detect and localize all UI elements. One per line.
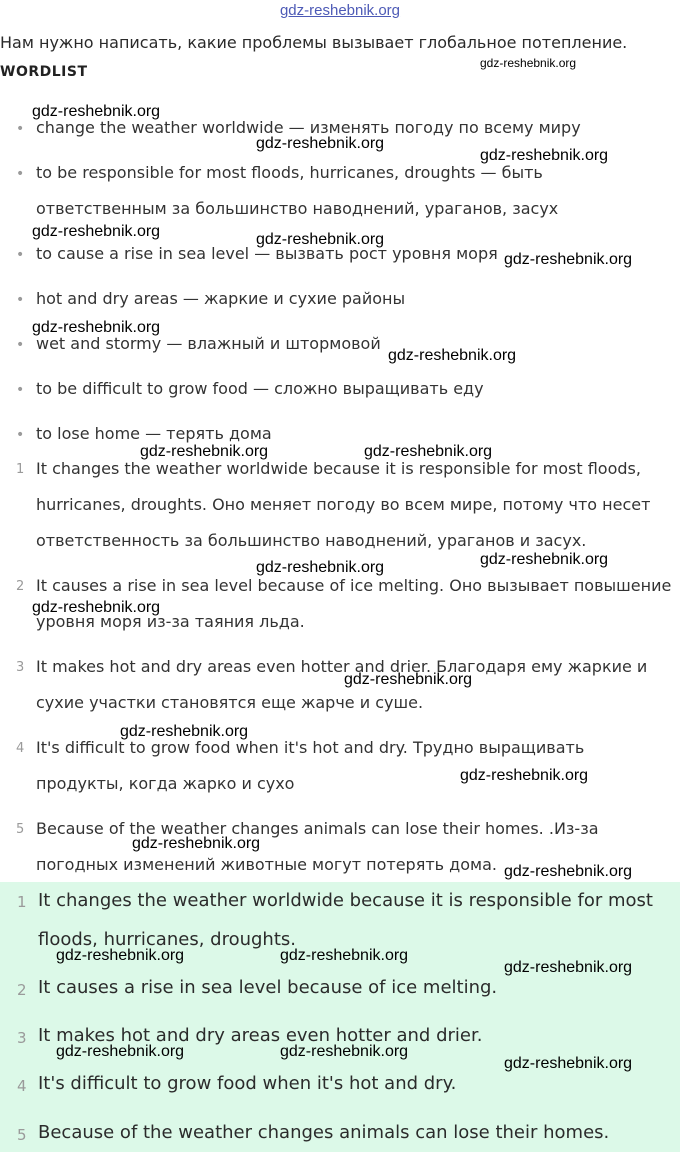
watermark: gdz-reshebnik.org xyxy=(132,835,261,852)
watermark: gdz-reshebnik.org xyxy=(280,1043,409,1060)
answer-line: It causes a rise in sea level because of ice melting. Оно вызывает повышение xyxy=(36,576,672,595)
wordlist-line: wet and stormy — влажный и штормовой xyxy=(36,334,381,353)
answer-line: продукты, когда жарко и сухо xyxy=(36,774,295,793)
answer-number: 1 xyxy=(17,893,27,911)
watermark: gdz-reshebnik.org xyxy=(504,1055,633,1072)
answer-line: It's difficult to grow food when it's hot and dry. Трудно выращивать xyxy=(36,738,585,757)
watermark: gdz-reshebnik.org xyxy=(256,231,385,248)
watermark: gdz-reshebnik.org xyxy=(120,723,249,740)
watermark: gdz-reshebnik.org xyxy=(504,959,633,976)
answer-line: It causes a rise in sea level because of ice melting. xyxy=(38,977,498,998)
answer-number: 2 xyxy=(17,981,27,999)
watermark: gdz-reshebnik.org xyxy=(56,1043,185,1060)
watermark: gdz-reshebnik.org xyxy=(364,443,493,460)
bullet-icon: • xyxy=(16,166,25,182)
watermark: gdz-reshebnik.org xyxy=(504,251,633,268)
answer-line: Because of the weather changes animals can lose their homes. xyxy=(38,1122,610,1143)
watermark: gdz-reshebnik.org xyxy=(280,947,409,964)
answer-number: 4 xyxy=(16,741,25,756)
answer-line: Because of the weather changes animals can lose their homes. .Из-за xyxy=(36,819,599,838)
wordlist-line: change the weather worldwide — изменять погоду по всему миру xyxy=(36,118,581,137)
answer-number: 2 xyxy=(16,579,25,594)
answer-line: It changes the weather worldwide because it is responsible for most xyxy=(38,890,653,911)
watermark: gdz-reshebnik.org xyxy=(56,947,185,964)
answer-line: floods, hurricanes, droughts. xyxy=(38,929,296,950)
watermark: gdz-reshebnik.org xyxy=(32,103,161,120)
answers-box xyxy=(0,882,680,1152)
bullet-icon: • xyxy=(16,121,25,137)
answer-number: 5 xyxy=(16,822,25,837)
wordlist-line: ответственным за большинство наводнений, ураганов, засух xyxy=(36,199,559,218)
answer-line: It makes hot and dry areas even hotter and drier. xyxy=(38,1025,483,1046)
wordlist-line: to be difficult to grow food — сложно выращивать еду xyxy=(36,379,484,398)
answer-number: 5 xyxy=(17,1126,27,1144)
watermark: gdz-reshebnik.org xyxy=(256,559,385,576)
bullet-icon: • xyxy=(16,427,25,443)
bullet-icon: • xyxy=(16,292,25,308)
wordlist-line: to lose home — терять дома xyxy=(36,424,272,443)
watermark: gdz-reshebnik.org xyxy=(480,56,577,70)
watermark: gdz-reshebnik.org xyxy=(32,223,161,240)
watermark: gdz-reshebnik.org xyxy=(480,551,609,568)
watermark: gdz-reshebnik.org xyxy=(460,767,589,784)
answer-line: It changes the weather worldwide because it is responsible for most floods, xyxy=(36,459,641,478)
wordlist-line: to be responsible for most floods, hurricanes, droughts — быть xyxy=(36,163,543,182)
answer-line: погодных изменений животные могут потерять дома. xyxy=(36,855,497,874)
bullet-icon: • xyxy=(16,382,25,398)
watermark: gdz-reshebnik.org xyxy=(32,319,161,336)
watermark: gdz-reshebnik.org xyxy=(32,599,161,616)
intro-text: Нам нужно написать, какие проблемы вызывает глобальное потепление. xyxy=(0,33,628,52)
answer-line: ответственность за большинство наводнений, ураганов и засух. xyxy=(36,531,587,550)
answer-number: 4 xyxy=(17,1077,27,1095)
wordlist-line: hot and dry areas — жаркие и сухие районы xyxy=(36,289,406,308)
answer-line: hurricanes, droughts. Оно меняет погоду во всем мире, потому что несет xyxy=(36,495,651,514)
answer-number: 1 xyxy=(16,462,25,477)
watermark: gdz-reshebnik.org xyxy=(256,135,385,152)
watermark: gdz-reshebnik.org xyxy=(344,671,473,688)
wordlist-heading: WORDLIST xyxy=(0,64,88,80)
watermark: gdz-reshebnik.org xyxy=(480,147,609,164)
answer-number: 3 xyxy=(17,1029,27,1047)
bullet-icon: • xyxy=(16,337,25,353)
answer-line: уровня моря из-за таяния льда. xyxy=(36,612,305,631)
wordlist-line: to cause a rise in sea level — вызвать рост уровня моря xyxy=(36,244,498,263)
site-title-link[interactable]: gdz-reshebnik.org xyxy=(279,2,401,19)
watermark: gdz-reshebnik.org xyxy=(140,443,269,460)
answer-line: It makes hot and dry areas even hotter and drier. Благодаря ему жаркие и xyxy=(36,657,648,676)
bullet-icon: • xyxy=(16,247,25,263)
watermark: gdz-reshebnik.org xyxy=(388,347,517,364)
answer-number: 3 xyxy=(16,660,25,675)
answer-line: It's difficult to grow food when it's hot and dry. xyxy=(38,1073,457,1094)
watermark: gdz-reshebnik.org xyxy=(504,863,633,880)
answer-line: сухие участки становятся еще жарче и суше. xyxy=(36,693,424,712)
